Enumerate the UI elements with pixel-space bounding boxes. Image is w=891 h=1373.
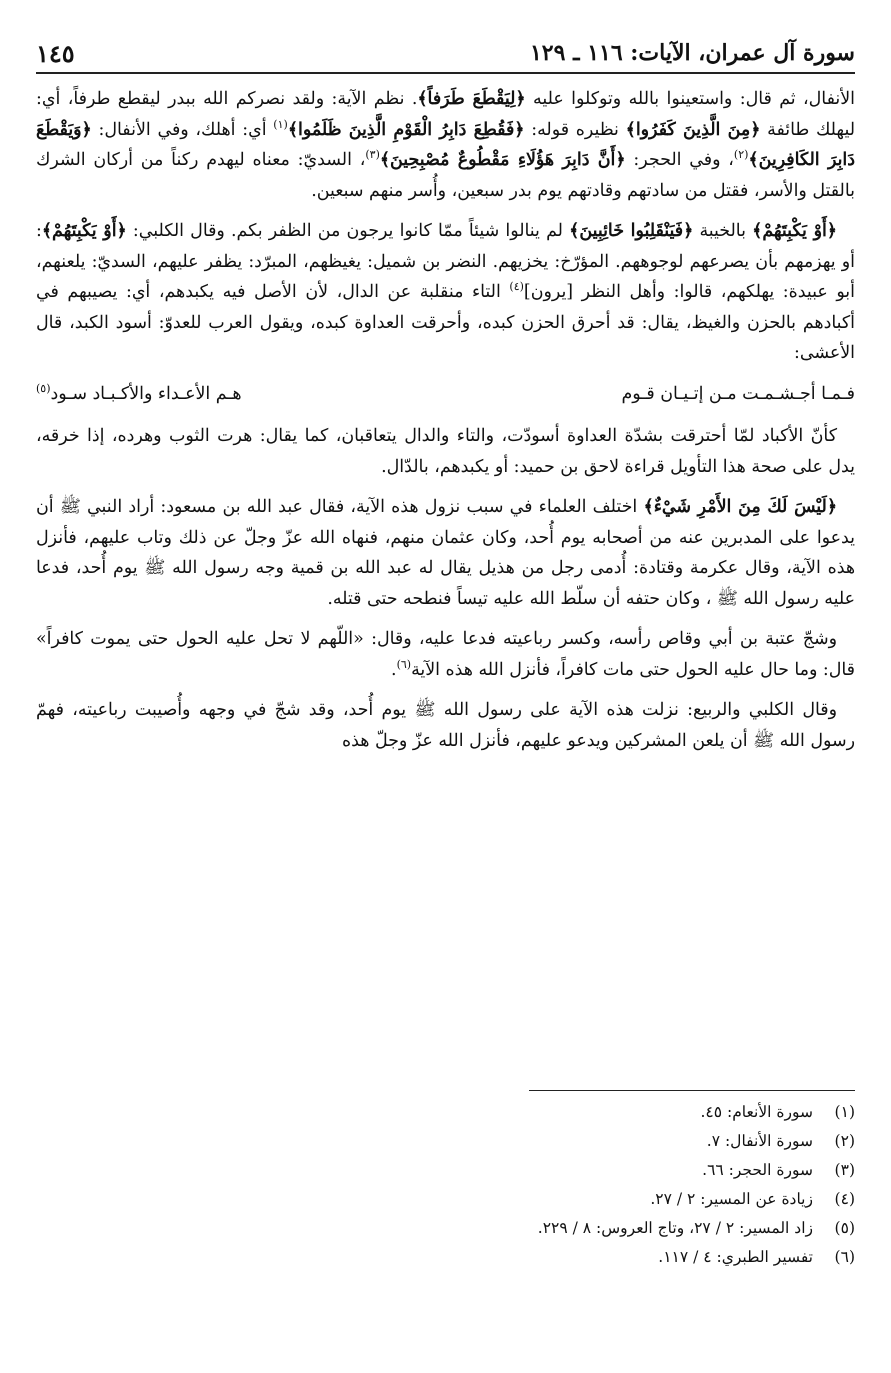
- footnote-text: زاد المسير: ٢ / ٢٧، وتاج العروس: ٨ / ٢٢٩.: [537, 1219, 813, 1237]
- footnote-ref: (٢): [733, 148, 749, 162]
- footnote-ref: (٤): [509, 280, 524, 294]
- paragraph: [36, 695, 855, 756]
- text-segment: كأنّ الأكباد لمّا أحترقت بشدّة العداوة أسودّت، والتاء والدال يتعاقبان، كما يقال: هرت الثوب وهرده، إذا خرقه، يدل على صحة هذا التأويل قراءة لاحق بن حميد: أو يكبدهم، بالدّال.: [36, 426, 855, 477]
- poetry-verse: [36, 379, 855, 410]
- paragraph: [36, 216, 855, 369]
- text-segment: .: [391, 659, 397, 680]
- footnote-item: [355, 1243, 855, 1272]
- paragraphs-part-2: [36, 421, 855, 756]
- text-segment: التاء منقلبة عن الدال، لأن الأصل فيه يكبدهم، أي: يصيبهم في أكبادهم بالحزن والغيظ، يقال: قد أحرق الحزن كبده، وأحرقت العداوة كبده، ويقول العرب للعدوّ: أسود الكبد، قال الأعشى:: [36, 282, 855, 363]
- footnote-item: [355, 1127, 855, 1156]
- text-segment: وشجّ عتبة بن أبي وقاص رأسه، وكسر رباعيته فدعا عليه، وقال: «اللّهم لا تحل عليه الحول حتى يموت كافراً» قال: وما حال عليه الحول حتى مات كافراً، فأنزل الله هذه الآية: [36, 629, 855, 680]
- quran-quote: ﴿فَقُطِعَ دَابِرُ الْقَوْمِ الَّذِينَ ظَلَمُوا﴾: [287, 119, 525, 140]
- main-text: [36, 84, 855, 766]
- footnote-divider: [529, 1090, 855, 1091]
- text-segment: وقال الكلبي والربيع: نزلت هذه الآية على رسول الله ﷺ يوم أُحد، وقد شجّ في وجهه وأُصيبت رباعيته، فهمّ رسول الله ﷺ أن يلعن المشركين ويدعو عليهم، فأنزل الله عزّ وجلّ هذه: [36, 700, 855, 751]
- text-segment: لم ينالوا شيئاً ممّا كانوا يرجون من الظفر بكم. وقال الكلبي:: [126, 221, 570, 241]
- text-segment: اختلف العلماء في سبب نزول هذه الآية، فقال عبد الله بن مسعود: أراد النبي ﷺ أن يدعوا على المدبرين عنه من أصحابه يوم أُحد، وكان عثمان منهم، فنهاه الله عزّ وجلّ عن ذلك وتاب عليهم، فأنزل هذه الآية، وقال عكرمة وقتادة: أُدمى رجل من هذيل يقال له عبد الله بن قمية وجه رسول الله ﷺ يوم أُحد، فدعا عليه رسول الله ﷺ ، وكان حتفه أن سلّط الله عليه تيساً فنطحه حتى قتله.: [36, 497, 855, 609]
- footnote-text: زيادة عن المسير: ٢ / ٢٧.: [650, 1190, 813, 1208]
- text-segment: ، السديّ: معناه ليهدم ركناً من أركان الشرك بالقتل والأسر، فقتل من سادتهم وقادتهم يوم بدر سبعين، وأُسر منهم سبعين.: [36, 150, 855, 201]
- verse-second-text: هـم الأعـداء والأكـبـاد سـود: [50, 383, 242, 404]
- footnote-number: (٣): [834, 1161, 855, 1179]
- footnote-number: (٢): [834, 1132, 855, 1150]
- paragraphs-part-1: [36, 84, 855, 369]
- text-segment: : أو يهزمهم بأن يصرعهم لوجوههم. المؤرّخ: يخزيهم. النضر بن شميل: يغيظهم، المبرّد: يظفر عليهم، السديّ: يلعنهم، أبو عبيدة: يهلكهم، قالوا: وأهل النظر [يرون]: [36, 221, 855, 302]
- footnote-item: [355, 1214, 855, 1243]
- quran-quote: ﴿لِيَقْطَعَ طَرَفاً﴾: [417, 89, 526, 109]
- paragraph: [36, 84, 855, 206]
- footnote-ref: (١): [273, 117, 288, 131]
- footnote-text: سورة الأنفال: ٧.: [706, 1132, 813, 1150]
- text-segment: . نظم الآية: ولقد نصركم الله ببدر ليقطع طرفاً، أي: ليهلك طائفة: [36, 89, 855, 140]
- quran-quote: ﴿لَيْسَ لَكَ مِنَ الأَمْرِ شَيْءٌ﴾: [643, 497, 838, 517]
- footnote-text: تفسير الطبري: ٤ / ١١٧.: [658, 1248, 813, 1266]
- running-title: سورة آل عمران، الآيات: ١١٦ ـ ١٢٩: [529, 40, 855, 66]
- footnote-number: (٦): [834, 1248, 855, 1266]
- page-number: ١٤٥: [36, 39, 75, 68]
- footnote-number: (١): [834, 1103, 855, 1121]
- quran-quote: ﴿أَنَّ دَابِرَ هَؤُلَاءِ مَقْطُوعٌ مُصْبِحِينَ﴾: [379, 150, 626, 170]
- verse-second-hemistich: [36, 379, 242, 410]
- verse-first-hemistich: فـمـا أجـشـمـت مـن إتـيـان قـوم: [621, 383, 855, 404]
- footnote-number: (٥): [834, 1219, 855, 1237]
- footnote-number: (٤): [834, 1190, 855, 1208]
- text-segment: أي: أهلك، وفي الأنفال:: [91, 119, 274, 140]
- footnote-text: سورة الحجر: ٦٦.: [702, 1161, 813, 1179]
- quran-quote: ﴿وَيَقْطَعَ دَابِرَ الكَافِرِينَ﴾: [36, 119, 855, 170]
- quran-quote: ﴿فَيَنْقَلِبُوا خَائِبِينَ﴾: [569, 221, 694, 241]
- footnote-item: [355, 1098, 855, 1127]
- paragraph: [36, 624, 855, 685]
- quran-quote: ﴿مِنَ الَّذِينَ كَفَرُوا﴾: [625, 119, 761, 140]
- paragraph: [36, 492, 855, 614]
- footnote-text: سورة الأنعام: ٤٥.: [700, 1103, 813, 1121]
- text-segment: ، وفي الحجر:: [625, 150, 734, 170]
- page-header: [36, 30, 855, 74]
- footnotes: [355, 1098, 855, 1272]
- paragraph: [36, 421, 855, 482]
- footnote-item: [355, 1156, 855, 1185]
- footnote-ref: (٣): [365, 148, 380, 162]
- text-segment: بالخيبة: [693, 221, 753, 241]
- text-segment: نظيره قوله:: [524, 119, 626, 140]
- verse-footnote-ref: (٥): [36, 381, 51, 395]
- quran-quote: ﴿أَوْ يَكْبِتَهُمْ﴾: [41, 221, 127, 241]
- footnote-item: [355, 1185, 855, 1214]
- footnote-ref: (٦): [396, 657, 412, 671]
- text-segment: الأنفال، ثم قال: واستعينوا بالله وتوكلوا عليه: [525, 89, 855, 109]
- quran-quote: ﴿أَوْ يَكْبِتَهُمْ﴾: [752, 221, 837, 241]
